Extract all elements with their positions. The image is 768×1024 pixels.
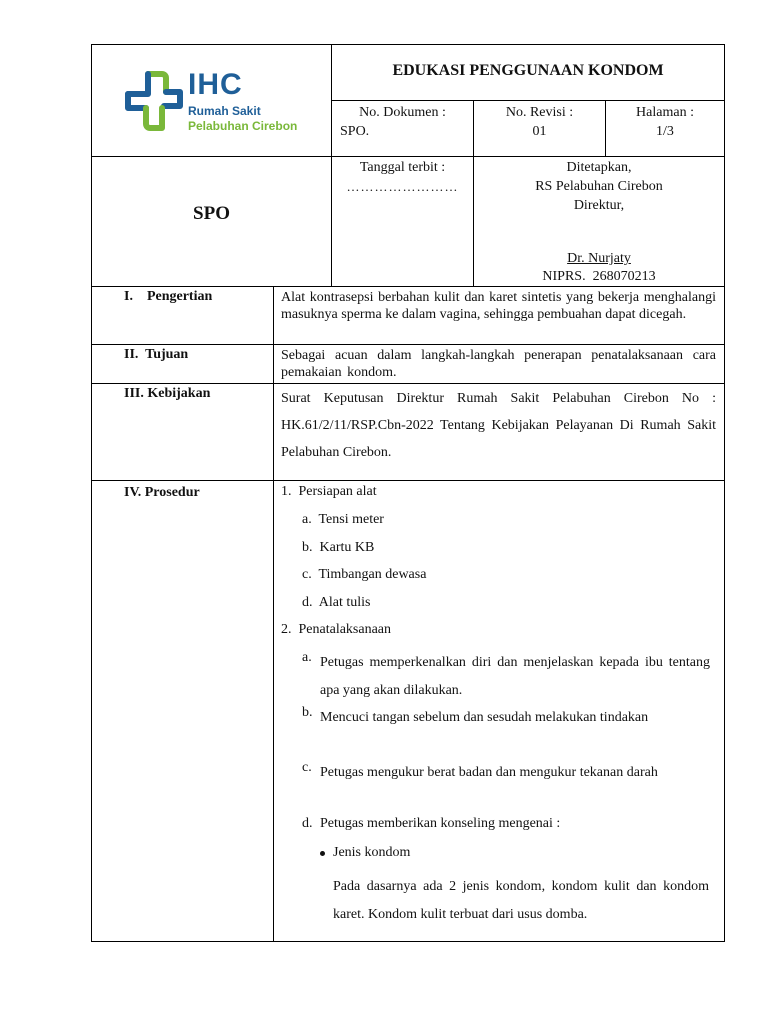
halaman-value: 1/3 <box>656 124 674 139</box>
logo-line2: Pelabuhan Cirebon <box>188 119 298 133</box>
no-dokumen-label: No. Dokumen : <box>359 105 446 120</box>
border-kebijakan-bottom <box>91 480 725 481</box>
bullet-title: Jenis kondom <box>333 845 411 860</box>
border-label-divider <box>273 286 274 942</box>
ditetapkan-line3: Direktur, <box>573 198 625 213</box>
tanggal-terbit-value: …………………… <box>346 179 459 194</box>
border-bottom <box>91 941 725 942</box>
prosedur-step1-item: d. Alat tulis <box>302 595 371 610</box>
border-top <box>91 44 725 45</box>
tanggal-terbit-label: Tanggal terbit : <box>359 160 446 175</box>
step2-b-marker: b. <box>302 705 313 720</box>
prosedur-step1-item: c. Timbangan dewasa <box>302 567 427 582</box>
border-right <box>724 44 725 942</box>
ditetapkan-line2: RS Pelabuhan Cirebon <box>535 179 663 194</box>
step2-a-text: Petugas memperkenalkan diri dan menjelaskan kepada ibu tentang apa yang akan dilakukan. <box>320 655 710 698</box>
step2-b-text: Mencuci tangan sebelum dan sesudah melakukan tindakan <box>320 710 649 725</box>
spo-label: SPO <box>193 203 230 224</box>
prosedur-label: IV. Prosedur <box>124 485 200 500</box>
kebijakan-label: III. Kebijakan <box>124 386 211 401</box>
border-pengertian-bottom <box>91 344 725 345</box>
bullet-icon <box>320 851 325 856</box>
border-title-bottom <box>331 100 725 101</box>
kebijakan-text: Surat Keputusan Direktur Rumah Sakit Pelabuhan Cirebon No : HK.61/2/11/RSP.Cbn-2022 Tentang Kebijakan Pelayanan Di Rumah Sakit Pelabuhan Cirebon. <box>281 391 716 460</box>
step2-d-marker: d. <box>302 816 313 831</box>
logo <box>124 68 298 134</box>
bullet-text: Pada dasarnya ada 2 jenis kondom, kondom kulit dan kondom karet. Kondom kulit terbuat dari usus domba. <box>333 879 709 922</box>
logo-brand: IHC <box>188 68 243 101</box>
logo-line1: Rumah Sakit <box>188 104 261 118</box>
no-revisi-label: No. Revisi : <box>505 105 574 120</box>
no-revisi-value: 01 <box>532 124 547 139</box>
prosedur-step1: 1. Persiapan alat <box>281 484 377 499</box>
border-tujuan-bottom <box>91 383 725 384</box>
pengertian-label: I. Pengertian <box>124 289 213 304</box>
prosedur-step1-item: a. Tensi meter <box>302 512 384 527</box>
ditetapkan-line1: Ditetapkan, <box>566 160 632 175</box>
step2-d-text: Petugas memberikan konseling mengenai : <box>320 816 561 831</box>
director-nip: NIPRS. 268070213 <box>542 269 656 284</box>
cross-logo-icon <box>124 70 186 132</box>
director-name <box>474 251 724 267</box>
border-left <box>91 44 92 942</box>
step2-c-text: Petugas mengukur berat badan dan mengukur tekanan darah <box>320 765 658 780</box>
halaman-label: Halaman : <box>636 105 694 120</box>
pengertian-text: Alat kontrasepsi berbahan kulit dan karet sintetis yang bekerja menghalangi masuknya sperma ke dalam vagina, sehingga pembuahan dapat dicegah. <box>281 290 716 322</box>
prosedur-step1-item: b. Kartu KB <box>302 540 375 555</box>
border-header2-bottom <box>91 286 725 287</box>
step2-a-marker: a. <box>302 650 312 665</box>
director-name-text: Dr. Nurjaty <box>567 251 631 266</box>
no-dokumen-value: SPO. <box>340 124 370 139</box>
border-header1-bottom <box>91 156 725 157</box>
document-title: EDUKASI PENGGUNAAN KONDOM <box>392 62 664 79</box>
prosedur-step2: 2. Penatalaksanaan <box>281 622 392 637</box>
tujuan-text: Sebagai acuan dalam langkah-langkah penerapan penatalaksanaan cara pemakaian kondom. <box>281 348 716 380</box>
step2-c-marker: c. <box>302 760 312 775</box>
tujuan-label: II. Tujuan <box>124 347 189 362</box>
